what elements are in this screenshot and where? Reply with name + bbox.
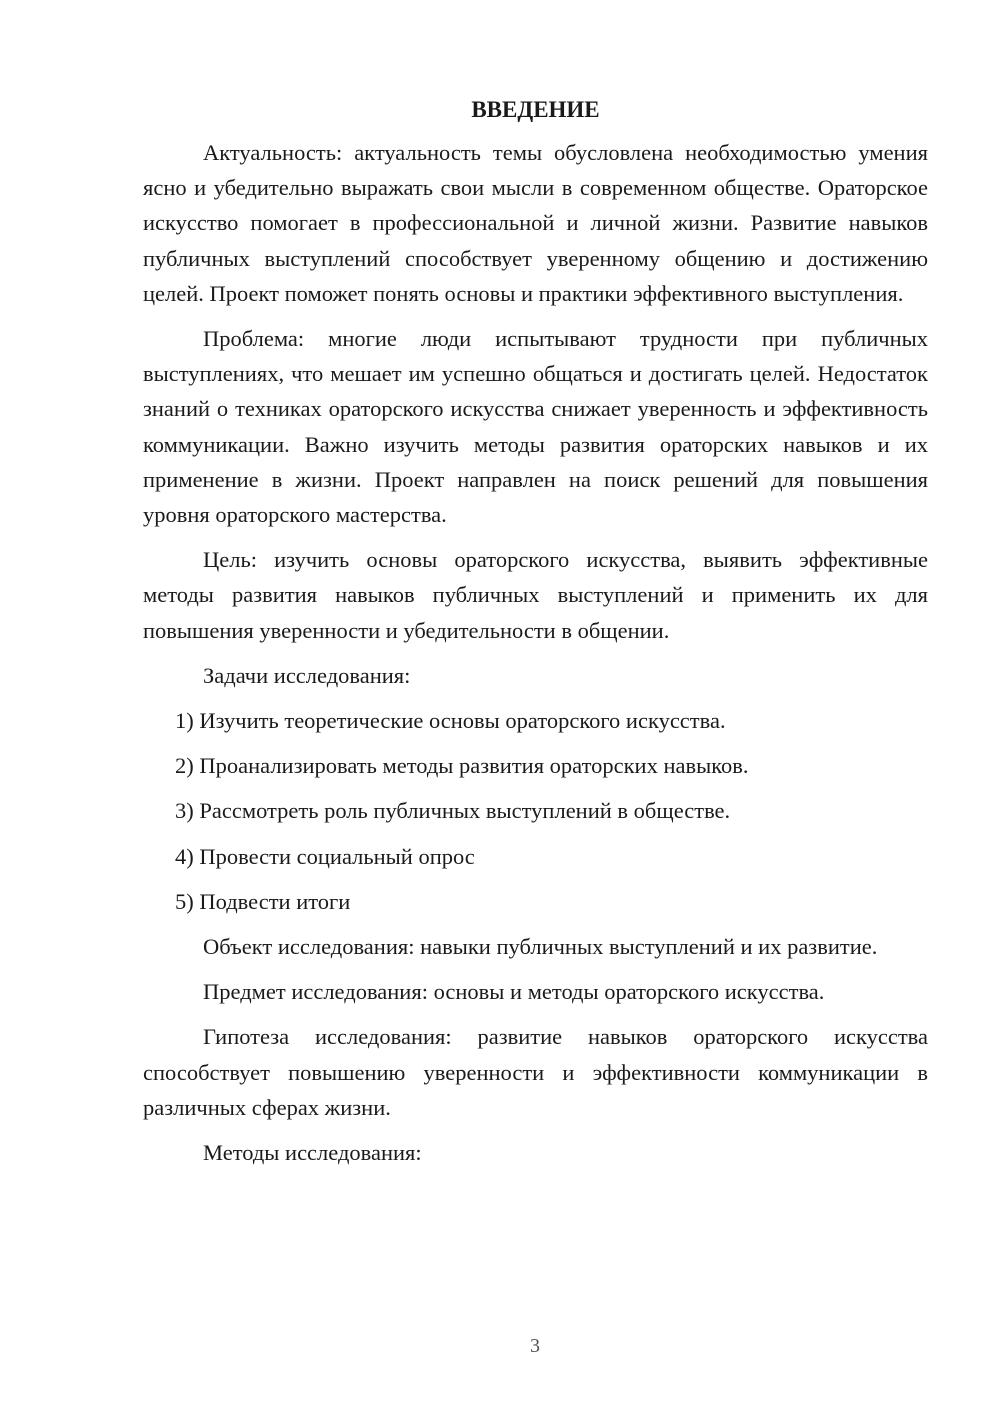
task-item: 2) Проанализировать методы развития ораторских навыков. [175,753,749,779]
problem-paragraph: Проблема: многие люди испытывают трудности при публичных выступлениях, что мешает им успешно общаться и достигать целей. Недостаток знаний о техниках ораторского искусства снижает уверенность и эффективность коммуникации. Важно изучить методы развития ораторских навыков и их применение в жизни. Проект направлен на поиск решений для повышения уровня ораторского мастерства. [143,326,928,528]
section-title: ВВЕДЕНИЕ [471,97,600,122]
relevance-paragraph: Актуальность: актуальность темы обусловлена необходимостью умения ясно и убедительно выражать свои мысли в современном обществе. Ораторское искусство помогает в профессиональной и личной жизни. Развитие навыков публичных выступлений способствует уверенному общению и достижению целей. Проект поможет понять основы и практики эффективного выступления. [143,140,928,306]
tasks-list [143,703,928,919]
tasks-heading: Задачи исследования: [203,662,411,688]
hypothesis-paragraph: Гипотеза исследования: развитие навыков ораторского искусства способствует повышению уверенности и эффективности коммуникации в различных сферах жизни. [143,1024,928,1120]
task-item: 4) Провести социальный опрос [175,843,475,869]
object-paragraph: Объект исследования: навыки публичных выступлений и их развитие. [203,934,878,960]
task-item: 3) Рассмотреть роль публичных выступлений в обществе. [175,798,731,824]
goal-paragraph: Цель: изучить основы ораторского искусства, выявить эффективные методы развития навыков публичных выступлений и применить их для повышения уверенности и убедительности в общении. [143,547,928,643]
page-number: 3 [530,1335,540,1357]
methods-heading: Методы исследования: [203,1140,422,1166]
subject-paragraph: Предмет исследования: основы и методы ораторского искусства. [203,979,825,1005]
task-item: 1) Изучить теоретические основы ораторского искусства. [175,708,726,734]
document-page [143,92,928,1180]
task-item: 5) Подвести итоги [175,888,351,914]
